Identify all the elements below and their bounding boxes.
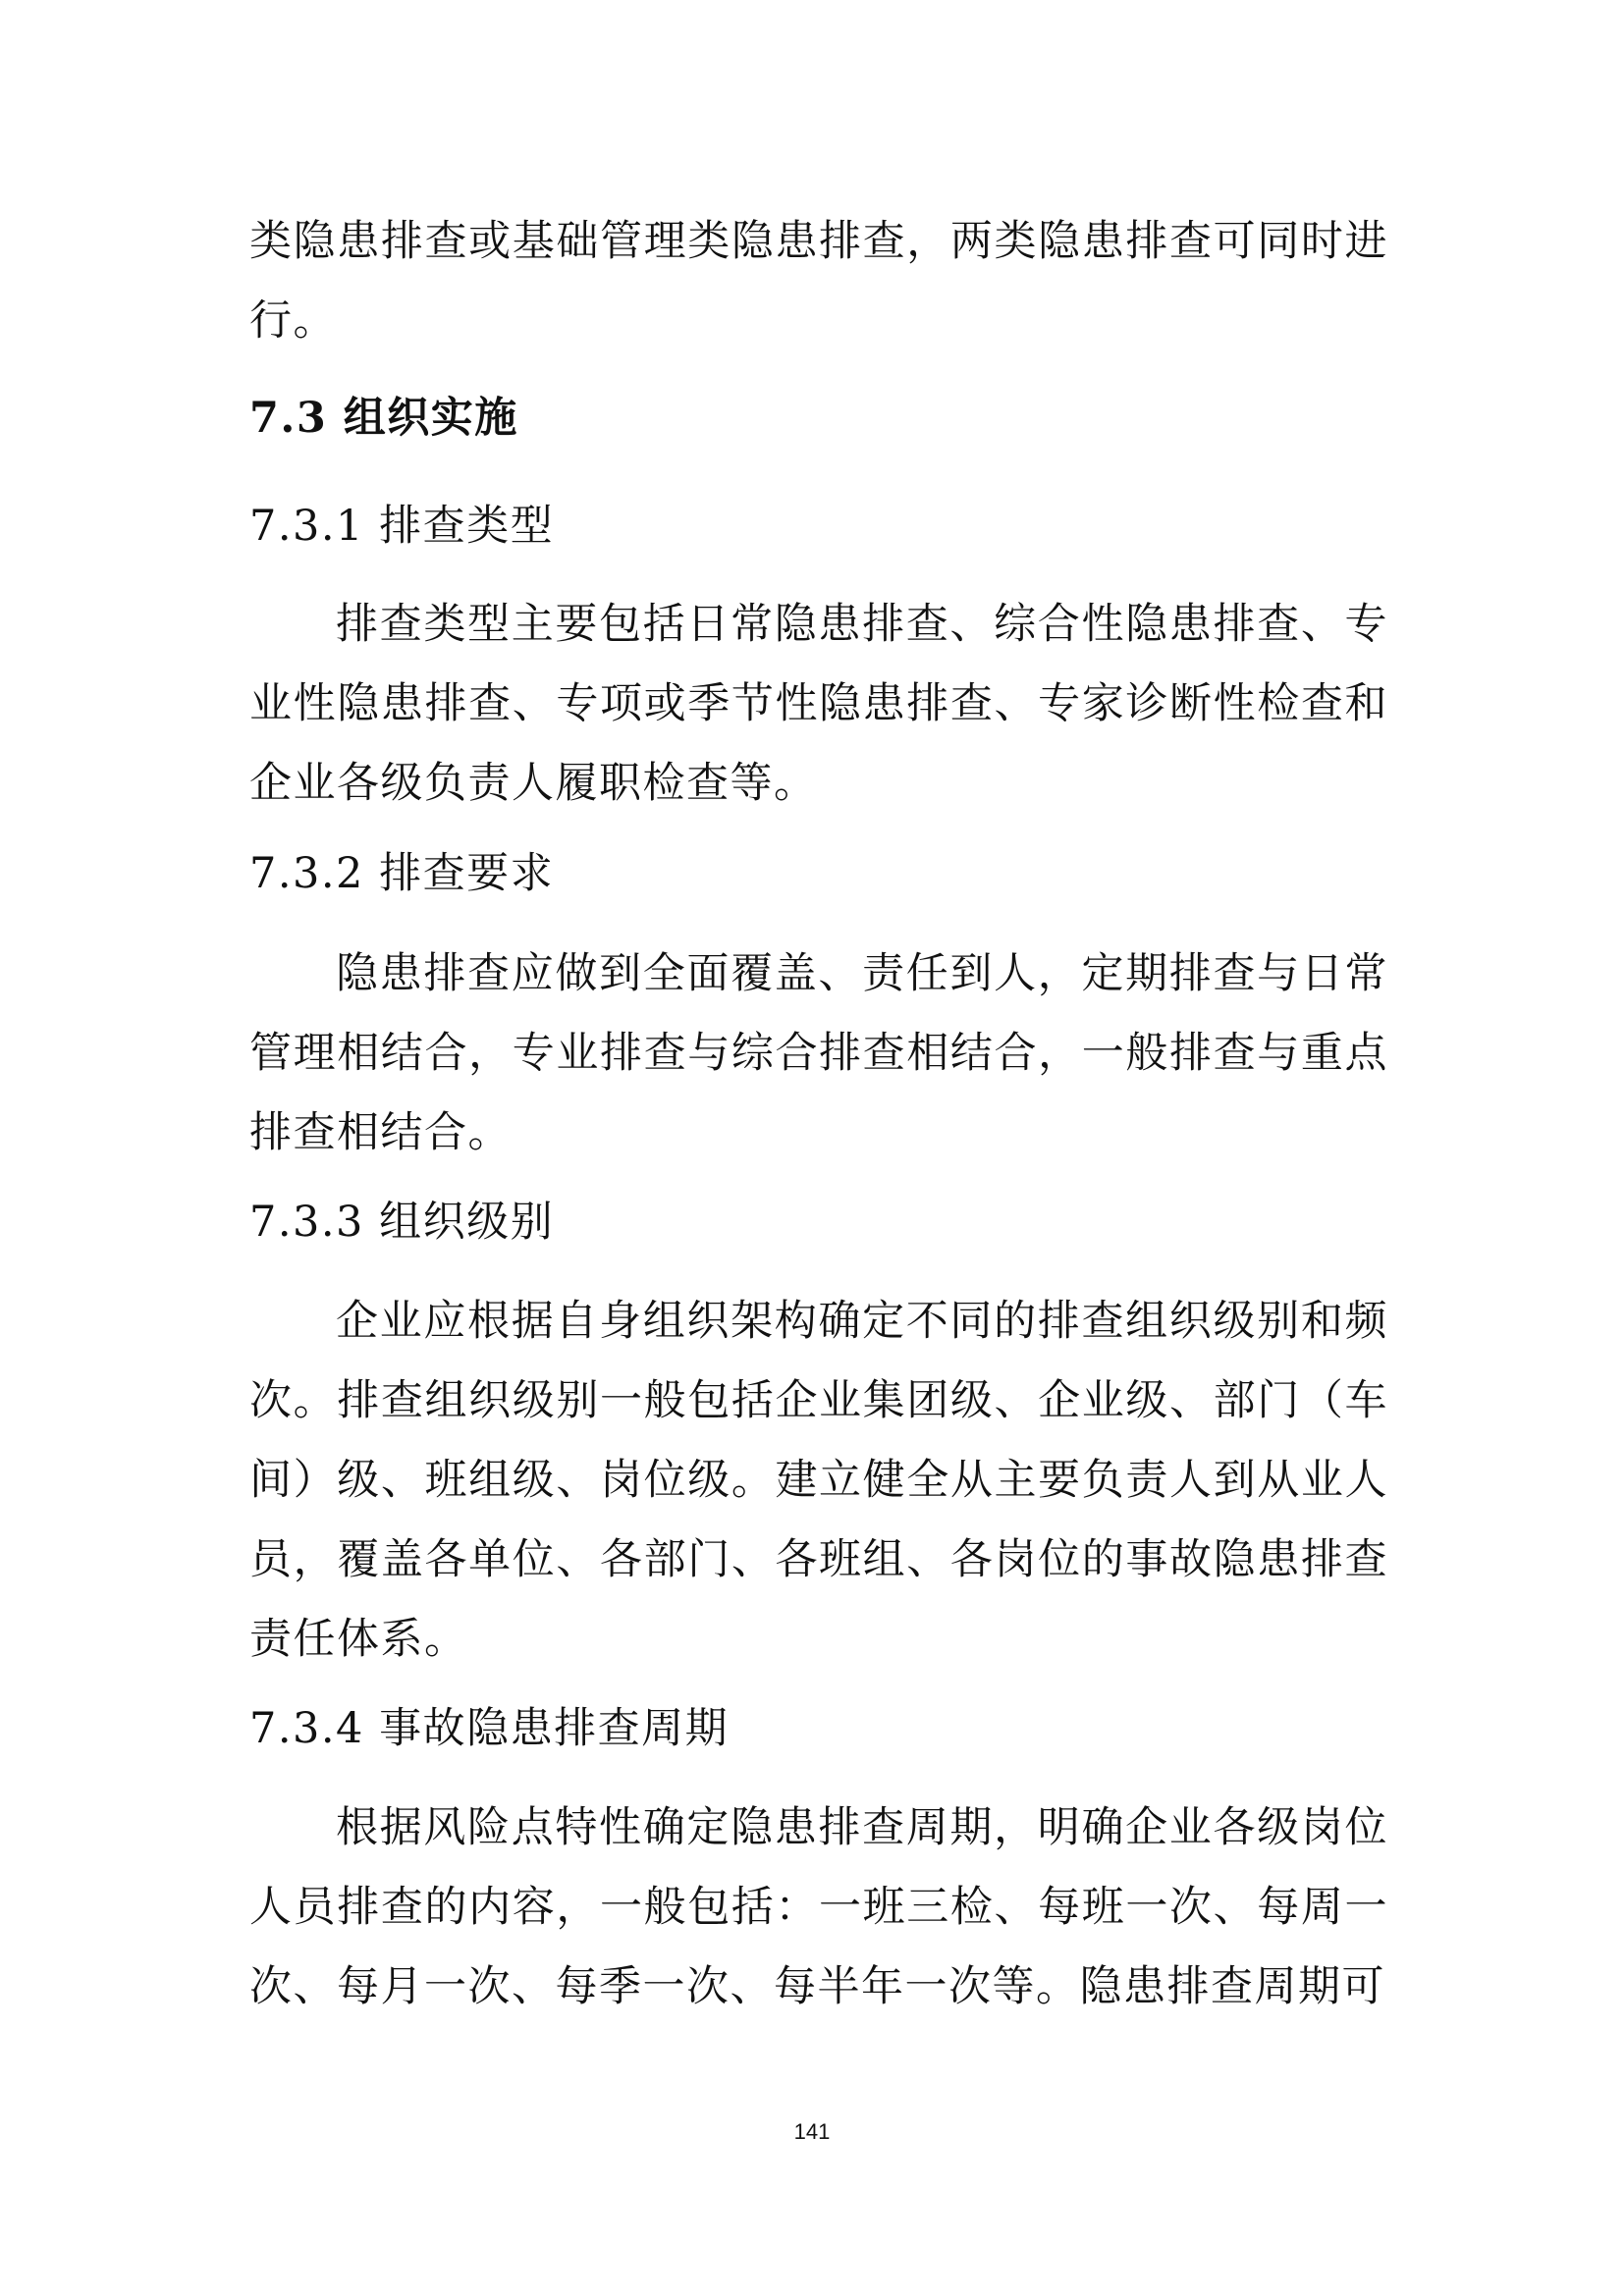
subsection-heading-7-3-2: 7.3.2 排查要求	[249, 849, 555, 898]
section-heading-7-3: 7.3 组织实施	[249, 394, 518, 443]
paragraph-7-3-1: 排查类型主要包括日常隐患排查、综合性隐患排查、专业性隐患排查、专项或季节性隐患排查、专家诊断性检查和企业各级负责人履职检查等。	[249, 600, 1388, 808]
page-number: 141	[793, 2119, 831, 2144]
subsection-heading-7-3-4: 7.3.4 事故隐患排查周期	[249, 1704, 730, 1753]
paragraph-7-3-3: 企业应根据自身组织架构确定不同的排查组织级别和频次。排查组织级别一般包括企业集团级、企业级、部门（车间）级、班组级、岗位级。建立健全从主要负责人到从业人员，覆盖各单位、各部门、各班组、各岗位的事故隐患排查责任体系。	[249, 1297, 1388, 1664]
subsection-heading-7-3-1: 7.3.1 排查类型	[249, 502, 555, 551]
continuation-paragraph: 类隐患排查或基础管理类隐患排查，两类隐患排查可同时进行。	[249, 217, 1388, 346]
paragraph-7-3-4: 根据风险点特性确定隐患排查周期，明确企业各级岗位人员排查的内容，一般包括：一班三检、每班一次、每周一次、每月一次、每季一次、每半年一次等。隐患排查周期可	[249, 1803, 1388, 2011]
subsection-heading-7-3-3: 7.3.3 组织级别	[249, 1198, 555, 1247]
paragraph-7-3-2: 隐患排查应做到全面覆盖、责任到人，定期排查与日常管理相结合，专业排查与综合排查相结合，一般排查与重点排查相结合。	[249, 949, 1388, 1157]
